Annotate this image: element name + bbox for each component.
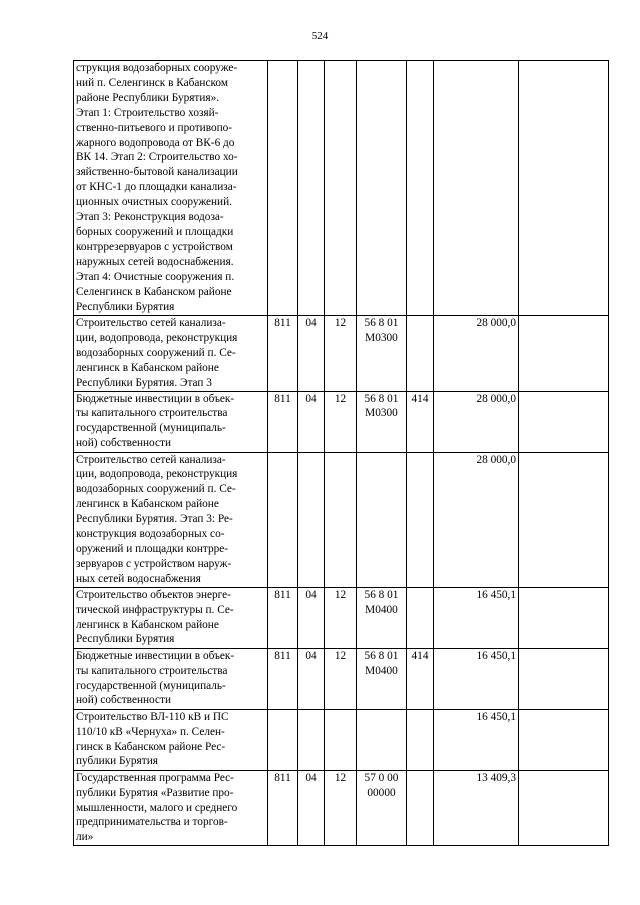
item-name-line: ной) собственности: [76, 694, 171, 707]
item-name-line: Строительство сетей канализа-: [76, 317, 226, 329]
item-name-line: ной) собственности: [76, 437, 171, 450]
subsection-code-cell: 12: [325, 316, 357, 392]
expense-type-cell: 414: [407, 648, 434, 709]
item-name-cell: [74, 770, 268, 846]
item-name-line: ственно-питьевого и противопо-: [76, 121, 233, 134]
target-article-line: 57 0 00: [364, 771, 399, 784]
target-article-cell: [357, 709, 407, 770]
expense-type-cell: [407, 316, 434, 392]
section-code-cell: [298, 452, 325, 587]
section-code-cell: [298, 709, 325, 770]
extra-amount-cell: [519, 316, 609, 392]
item-name-line: зяйственно-бытовой канализации: [76, 166, 238, 179]
target-article-line: M0400: [365, 603, 398, 616]
item-name-line: государственной (муниципаль-: [76, 422, 226, 435]
extra-amount-cell: [519, 648, 609, 709]
item-name-line: ленгинск в Кабанском районе: [76, 498, 219, 511]
item-name-line: Строительство ВЛ-110 кВ и ПС: [76, 710, 229, 723]
item-name-cell: [74, 709, 268, 770]
item-name-line: ленгинск в Кабанском районе: [76, 361, 219, 374]
amount-cell: [434, 61, 519, 316]
item-name-line: ционных очистных сооружений.: [76, 196, 232, 209]
item-name-line: Государственная программа Рес-: [76, 771, 234, 784]
extra-amount-cell: [519, 709, 609, 770]
target-article-cell: [357, 587, 407, 648]
item-name-line: 110/10 кВ «Чернуха» п. Селен-: [76, 725, 225, 738]
item-name-line: публики Бурятия «Развитие про-: [76, 786, 234, 799]
item-name-line: Бюджетные инвестиции в объек-: [76, 649, 235, 662]
extra-amount-cell: [519, 391, 609, 452]
item-name-line: Республики Бурятия: [76, 633, 175, 646]
ministry-code-cell: 811: [268, 391, 298, 452]
item-name-cell: [74, 316, 268, 392]
extra-amount-cell: [519, 61, 609, 316]
item-name-cell: [74, 648, 268, 709]
target-article-line: 56 8 01: [364, 317, 399, 329]
subsection-code-cell: [325, 452, 357, 587]
table-row: [74, 587, 609, 648]
subsection-code-cell: 12: [325, 587, 357, 648]
item-name-line: Строительство сетей канализа-: [76, 453, 226, 466]
subsection-code-cell: 12: [325, 770, 357, 846]
ministry-code-cell: [268, 452, 298, 587]
target-article-line: 56 8 01: [364, 392, 399, 405]
item-name-line: ции, водопровода, реконструкция: [76, 331, 238, 344]
amount-cell: 13 409,3: [434, 770, 519, 846]
extra-amount-cell: [519, 452, 609, 587]
target-article-line: M0400: [365, 664, 398, 677]
target-article-line: 56 8 01: [364, 649, 399, 662]
ministry-code-cell: [268, 61, 298, 316]
item-name-line: Селенгинск в Кабанском районе: [76, 285, 232, 298]
item-name-line: контррезервуаров с устройством: [76, 240, 233, 253]
item-name-line: Этап 1: Строительство хозяй-: [76, 106, 219, 119]
section-code-cell: 04: [298, 391, 325, 452]
item-name-line: водозаборных сооружений п. Се-: [76, 346, 236, 359]
item-name-line: водозаборных сооружений п. Се-: [76, 483, 236, 496]
target-article-cell: [357, 452, 407, 587]
expense-type-cell: [407, 770, 434, 846]
target-article-line: 00000: [367, 786, 396, 799]
subsection-code-cell: 12: [325, 648, 357, 709]
item-name-line: публики Бурятия: [76, 755, 158, 768]
amount-cell: 16 450,1: [434, 648, 519, 709]
item-name-line: тической инфраструктуры п. Се-: [76, 603, 234, 616]
item-name-line: Этап 4: Очистные сооружения п.: [76, 270, 235, 283]
budget-table: [73, 60, 609, 846]
target-article-cell: [357, 61, 407, 316]
section-code-cell: 04: [298, 316, 325, 392]
item-name-line: зервуаров с устройством наруж-: [76, 557, 232, 570]
item-name-line: ных сетей водоснабжения: [76, 572, 201, 585]
item-name-cell: [74, 452, 268, 587]
ministry-code-cell: 811: [268, 770, 298, 846]
item-name-line: наружных сетей водоснабжения.: [76, 255, 234, 268]
target-article-cell: [357, 648, 407, 709]
item-name-line: Этап 3: Реконструкция водоза-: [76, 211, 224, 224]
target-article-cell: [357, 316, 407, 392]
item-name-line: ли»: [76, 831, 94, 844]
item-name-line: мышленности, малого и среднего: [76, 801, 238, 814]
item-name-cell: [74, 391, 268, 452]
item-name-line: Республики Бурятия. Этап 3: Ре-: [76, 513, 233, 526]
target-article-line: M0300: [365, 407, 398, 420]
item-name-line: ты капитального строительства: [76, 407, 228, 420]
expense-type-cell: 414: [407, 391, 434, 452]
amount-cell: 28 000,0: [434, 391, 519, 452]
item-name-line: гинск в Кабанском районе Рес-: [76, 740, 226, 753]
ministry-code-cell: [268, 709, 298, 770]
ministry-code-cell: 811: [268, 316, 298, 392]
section-code-cell: [298, 61, 325, 316]
table-row: [74, 770, 609, 846]
target-article-cell: [357, 770, 407, 846]
table-body: [74, 61, 609, 846]
ministry-code-cell: 811: [268, 587, 298, 648]
amount-cell: 28 000,0: [434, 452, 519, 587]
table-row: [74, 61, 609, 316]
item-name-line: Республики Бурятия. Этап 3: [76, 376, 212, 389]
item-name-line: государственной (муниципаль-: [76, 679, 226, 692]
item-name-line: Республики Бурятия: [76, 300, 175, 313]
ministry-code-cell: 811: [268, 648, 298, 709]
table-row: [74, 709, 609, 770]
amount-cell: 16 450,1: [434, 587, 519, 648]
subsection-code-cell: [325, 61, 357, 316]
item-name-line: ленгинск в Кабанском районе: [76, 618, 219, 631]
table-row: [74, 452, 609, 587]
item-name-line: конструкция водозаборных со-: [76, 528, 225, 541]
expense-type-cell: [407, 709, 434, 770]
item-name-line: ний п. Селенгинск в Кабанском: [76, 76, 228, 89]
section-code-cell: 04: [298, 648, 325, 709]
table-row: [74, 648, 609, 709]
subsection-code-cell: 12: [325, 391, 357, 452]
item-name-line: ВК 14. Этап 2: Строительство хо-: [76, 151, 238, 164]
item-name-line: ты капитального строительства: [76, 664, 228, 677]
section-code-cell: 04: [298, 770, 325, 846]
table-row: [74, 316, 609, 392]
target-article-line: M0300: [365, 331, 398, 344]
item-name-line: борных сооружений и площадки: [76, 225, 234, 238]
item-name-line: предпринимательства и торгов-: [76, 816, 228, 829]
expense-type-cell: [407, 587, 434, 648]
target-article-cell: [357, 391, 407, 452]
expense-type-cell: [407, 61, 434, 316]
item-name-cell: [74, 587, 268, 648]
section-code-cell: 04: [298, 587, 325, 648]
amount-cell: 28 000,0: [434, 316, 519, 392]
item-name-line: Бюджетные инвестиции в объек-: [76, 392, 235, 405]
item-name-line: от КНС-1 до площадки канализа-: [76, 181, 237, 194]
item-name-line: оружений и площадки контрре-: [76, 542, 229, 555]
item-name-cell: [74, 61, 268, 316]
extra-amount-cell: [519, 587, 609, 648]
expense-type-cell: [407, 452, 434, 587]
page-number: 524: [311, 30, 329, 42]
item-name-line: ции, водопровода, реконструкция: [76, 468, 238, 481]
amount-cell: 16 450,1: [434, 709, 519, 770]
subsection-code-cell: [325, 709, 357, 770]
target-article-line: 56 8 01: [364, 588, 399, 601]
extra-amount-cell: [519, 770, 609, 846]
item-name-line: Строительство объектов энерге-: [76, 588, 231, 601]
item-name-line: струкция водозаборных сооруже-: [76, 62, 238, 74]
item-name-line: жарного водопровода от ВК-6 до: [76, 136, 235, 149]
table-row: [74, 391, 609, 452]
item-name-line: районе Республики Бурятия».: [76, 91, 220, 104]
